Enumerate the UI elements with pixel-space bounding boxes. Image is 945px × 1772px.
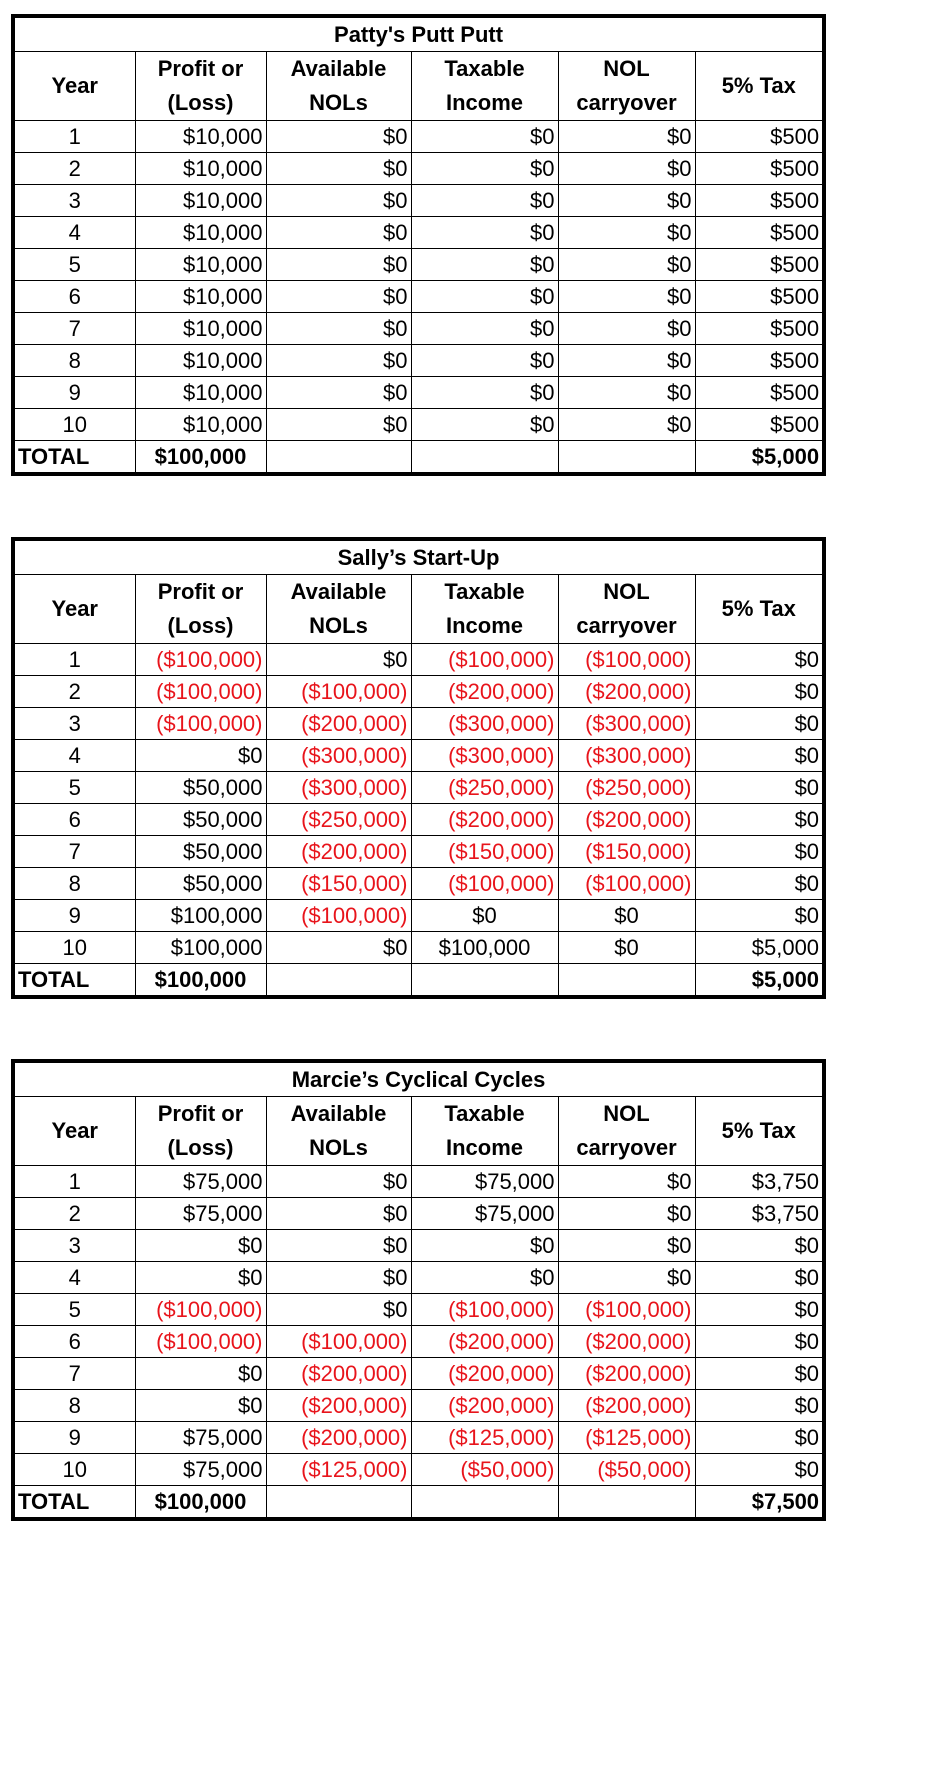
value-cell: $0 bbox=[695, 740, 824, 772]
year-cell: 4 bbox=[13, 1262, 135, 1294]
value-cell: $0 bbox=[411, 153, 558, 185]
table-row bbox=[13, 1422, 824, 1454]
column-header: NOL carryover bbox=[558, 1097, 695, 1166]
value-cell: $0 bbox=[695, 1390, 824, 1422]
value-cell: $0 bbox=[558, 409, 695, 441]
value-cell: $10,000 bbox=[135, 153, 266, 185]
sally-table bbox=[11, 537, 826, 999]
value-cell: $0 bbox=[695, 804, 824, 836]
table-row bbox=[13, 153, 824, 185]
value-cell: $0 bbox=[266, 1166, 411, 1198]
value-cell: ($200,000) bbox=[558, 804, 695, 836]
total-cell bbox=[266, 1486, 411, 1520]
value-cell: ($125,000) bbox=[558, 1422, 695, 1454]
column-header: 5% Tax bbox=[695, 575, 824, 644]
total-cell bbox=[558, 964, 695, 998]
total-label: TOTAL bbox=[13, 964, 135, 998]
value-cell: $0 bbox=[695, 1454, 824, 1486]
value-cell: $100,000 bbox=[135, 900, 266, 932]
column-header: Profit or (Loss) bbox=[135, 52, 266, 121]
header-row bbox=[13, 52, 824, 121]
year-cell: 4 bbox=[13, 217, 135, 249]
value-cell: ($200,000) bbox=[411, 676, 558, 708]
column-header: Year bbox=[13, 1097, 135, 1166]
value-cell: $0 bbox=[695, 836, 824, 868]
value-cell: $75,000 bbox=[135, 1166, 266, 1198]
value-cell: $0 bbox=[135, 1358, 266, 1390]
table-row bbox=[13, 772, 824, 804]
value-cell: ($250,000) bbox=[266, 804, 411, 836]
column-header: Taxable Income bbox=[411, 1097, 558, 1166]
column-header: Taxable Income bbox=[411, 575, 558, 644]
value-cell: $0 bbox=[695, 868, 824, 900]
table-row bbox=[13, 836, 824, 868]
value-cell: ($100,000) bbox=[411, 868, 558, 900]
value-cell: ($300,000) bbox=[266, 740, 411, 772]
year-cell: 7 bbox=[13, 836, 135, 868]
value-cell: $0 bbox=[266, 281, 411, 313]
column-header: NOL carryover bbox=[558, 52, 695, 121]
value-cell: $0 bbox=[135, 1390, 266, 1422]
value-cell: $500 bbox=[695, 217, 824, 249]
value-cell: $0 bbox=[558, 153, 695, 185]
value-cell: ($100,000) bbox=[135, 708, 266, 740]
value-cell: ($125,000) bbox=[411, 1422, 558, 1454]
column-header: Year bbox=[13, 575, 135, 644]
year-cell: 9 bbox=[13, 900, 135, 932]
value-cell: $0 bbox=[266, 249, 411, 281]
value-cell: ($100,000) bbox=[558, 868, 695, 900]
patty-table-body bbox=[13, 16, 824, 474]
year-cell: 1 bbox=[13, 644, 135, 676]
year-cell: 6 bbox=[13, 281, 135, 313]
value-cell: $0 bbox=[695, 1326, 824, 1358]
table-row bbox=[13, 644, 824, 676]
value-cell: ($150,000) bbox=[411, 836, 558, 868]
column-header: Profit or (Loss) bbox=[135, 575, 266, 644]
table-row bbox=[13, 1166, 824, 1198]
table-row bbox=[13, 1230, 824, 1262]
value-cell: $0 bbox=[266, 1230, 411, 1262]
table-row bbox=[13, 1358, 824, 1390]
value-cell: $0 bbox=[411, 409, 558, 441]
value-cell: $10,000 bbox=[135, 345, 266, 377]
table-row bbox=[13, 1262, 824, 1294]
value-cell: $75,000 bbox=[135, 1422, 266, 1454]
sally-table-body bbox=[13, 539, 824, 997]
value-cell: $10,000 bbox=[135, 409, 266, 441]
column-header: 5% Tax bbox=[695, 1097, 824, 1166]
value-cell: $0 bbox=[266, 409, 411, 441]
year-cell: 4 bbox=[13, 740, 135, 772]
value-cell: $500 bbox=[695, 153, 824, 185]
value-cell: $0 bbox=[695, 644, 824, 676]
total-row bbox=[13, 1486, 824, 1520]
table-title-row bbox=[13, 16, 824, 52]
value-cell: $10,000 bbox=[135, 313, 266, 345]
value-cell: ($200,000) bbox=[558, 1358, 695, 1390]
value-cell: $3,750 bbox=[695, 1166, 824, 1198]
value-cell: $0 bbox=[558, 217, 695, 249]
value-cell: $500 bbox=[695, 249, 824, 281]
year-cell: 10 bbox=[13, 409, 135, 441]
year-cell: 5 bbox=[13, 1294, 135, 1326]
value-cell: ($150,000) bbox=[558, 836, 695, 868]
year-cell: 8 bbox=[13, 868, 135, 900]
total-cell bbox=[411, 1486, 558, 1520]
value-cell: $500 bbox=[695, 281, 824, 313]
year-cell: 6 bbox=[13, 804, 135, 836]
value-cell: ($125,000) bbox=[266, 1454, 411, 1486]
column-header: Available NOLs bbox=[266, 575, 411, 644]
value-cell: ($250,000) bbox=[558, 772, 695, 804]
year-cell: 7 bbox=[13, 1358, 135, 1390]
value-cell: $0 bbox=[411, 900, 558, 932]
table-row bbox=[13, 1294, 824, 1326]
total-cell bbox=[411, 441, 558, 475]
value-cell: ($100,000) bbox=[266, 900, 411, 932]
value-cell: $75,000 bbox=[411, 1166, 558, 1198]
column-header: Taxable Income bbox=[411, 52, 558, 121]
value-cell: $0 bbox=[695, 1294, 824, 1326]
value-cell: $0 bbox=[411, 249, 558, 281]
value-cell: ($250,000) bbox=[411, 772, 558, 804]
value-cell: ($200,000) bbox=[411, 804, 558, 836]
column-header: 5% Tax bbox=[695, 52, 824, 121]
table-row bbox=[13, 932, 824, 964]
table-row bbox=[13, 868, 824, 900]
value-cell: $0 bbox=[266, 377, 411, 409]
value-cell: $0 bbox=[411, 377, 558, 409]
table-title: Patty's Putt Putt bbox=[13, 16, 824, 52]
value-cell: ($200,000) bbox=[411, 1326, 558, 1358]
value-cell: ($100,000) bbox=[135, 1326, 266, 1358]
table-title: Sally’s Start-Up bbox=[13, 539, 824, 575]
value-cell: ($100,000) bbox=[558, 1294, 695, 1326]
value-cell: $0 bbox=[266, 1198, 411, 1230]
value-cell: $0 bbox=[266, 1262, 411, 1294]
year-cell: 3 bbox=[13, 708, 135, 740]
value-cell: $10,000 bbox=[135, 377, 266, 409]
year-cell: 1 bbox=[13, 121, 135, 153]
table-row bbox=[13, 740, 824, 772]
value-cell: $500 bbox=[695, 377, 824, 409]
value-cell: ($100,000) bbox=[558, 644, 695, 676]
year-cell: 10 bbox=[13, 932, 135, 964]
total-row bbox=[13, 441, 824, 475]
value-cell: $50,000 bbox=[135, 772, 266, 804]
table-row bbox=[13, 1326, 824, 1358]
value-cell: $0 bbox=[266, 185, 411, 217]
table-row bbox=[13, 249, 824, 281]
value-cell: $0 bbox=[558, 313, 695, 345]
table-title: Marcie’s Cyclical Cycles bbox=[13, 1061, 824, 1097]
value-cell: $0 bbox=[411, 1230, 558, 1262]
value-cell: $0 bbox=[266, 153, 411, 185]
value-cell: $0 bbox=[411, 121, 558, 153]
value-cell: ($300,000) bbox=[266, 772, 411, 804]
header-row bbox=[13, 575, 824, 644]
value-cell: $0 bbox=[695, 772, 824, 804]
value-cell: $0 bbox=[695, 676, 824, 708]
total-cell bbox=[411, 964, 558, 998]
value-cell: $0 bbox=[695, 900, 824, 932]
value-cell: ($100,000) bbox=[135, 644, 266, 676]
value-cell: $0 bbox=[266, 345, 411, 377]
value-cell: $0 bbox=[266, 1294, 411, 1326]
value-cell: $100,000 bbox=[135, 932, 266, 964]
value-cell: $0 bbox=[411, 281, 558, 313]
year-cell: 2 bbox=[13, 153, 135, 185]
value-cell: $10,000 bbox=[135, 185, 266, 217]
value-cell: ($150,000) bbox=[266, 868, 411, 900]
value-cell: $500 bbox=[695, 313, 824, 345]
total-cell bbox=[558, 441, 695, 475]
value-cell: $0 bbox=[411, 185, 558, 217]
value-cell: $500 bbox=[695, 185, 824, 217]
value-cell: $75,000 bbox=[411, 1198, 558, 1230]
total-cell bbox=[266, 964, 411, 998]
table-row bbox=[13, 1198, 824, 1230]
column-header: Year bbox=[13, 52, 135, 121]
total-label: TOTAL bbox=[13, 1486, 135, 1520]
value-cell: $10,000 bbox=[135, 249, 266, 281]
value-cell: ($50,000) bbox=[558, 1454, 695, 1486]
value-cell: ($100,000) bbox=[411, 1294, 558, 1326]
table-row bbox=[13, 900, 824, 932]
total-row bbox=[13, 964, 824, 998]
value-cell: $75,000 bbox=[135, 1198, 266, 1230]
value-cell: $0 bbox=[266, 121, 411, 153]
value-cell: $0 bbox=[558, 1230, 695, 1262]
value-cell: ($300,000) bbox=[411, 740, 558, 772]
value-cell: $10,000 bbox=[135, 217, 266, 249]
value-cell: ($100,000) bbox=[266, 676, 411, 708]
value-cell: ($200,000) bbox=[558, 1326, 695, 1358]
table-row bbox=[13, 345, 824, 377]
value-cell: $0 bbox=[266, 644, 411, 676]
table-row bbox=[13, 281, 824, 313]
value-cell: $0 bbox=[558, 1262, 695, 1294]
header-row bbox=[13, 1097, 824, 1166]
table-row bbox=[13, 676, 824, 708]
year-cell: 6 bbox=[13, 1326, 135, 1358]
table-row bbox=[13, 1454, 824, 1486]
value-cell: $500 bbox=[695, 345, 824, 377]
year-cell: 5 bbox=[13, 249, 135, 281]
value-cell: $0 bbox=[558, 185, 695, 217]
table-title-row bbox=[13, 539, 824, 575]
value-cell: $0 bbox=[558, 249, 695, 281]
total-cell: $100,000 bbox=[135, 1486, 266, 1520]
year-cell: 7 bbox=[13, 313, 135, 345]
value-cell: $100,000 bbox=[411, 932, 558, 964]
value-cell: $10,000 bbox=[135, 281, 266, 313]
value-cell: $0 bbox=[135, 1262, 266, 1294]
value-cell: $0 bbox=[695, 1358, 824, 1390]
value-cell: $0 bbox=[266, 217, 411, 249]
table-row bbox=[13, 708, 824, 740]
total-cell bbox=[266, 441, 411, 475]
year-cell: 8 bbox=[13, 345, 135, 377]
value-cell: ($200,000) bbox=[266, 836, 411, 868]
value-cell: $0 bbox=[558, 345, 695, 377]
value-cell: ($300,000) bbox=[558, 708, 695, 740]
value-cell: ($200,000) bbox=[266, 1390, 411, 1422]
year-cell: 3 bbox=[13, 1230, 135, 1262]
value-cell: ($300,000) bbox=[411, 708, 558, 740]
value-cell: ($200,000) bbox=[558, 676, 695, 708]
value-cell: $75,000 bbox=[135, 1454, 266, 1486]
table-row bbox=[13, 804, 824, 836]
value-cell: $0 bbox=[558, 281, 695, 313]
value-cell: $0 bbox=[695, 1230, 824, 1262]
table-row bbox=[13, 1390, 824, 1422]
value-cell: ($100,000) bbox=[135, 1294, 266, 1326]
value-cell: $0 bbox=[411, 313, 558, 345]
year-cell: 10 bbox=[13, 1454, 135, 1486]
total-cell: $5,000 bbox=[695, 441, 824, 475]
total-cell: $100,000 bbox=[135, 964, 266, 998]
value-cell: $0 bbox=[411, 1262, 558, 1294]
value-cell: ($100,000) bbox=[135, 676, 266, 708]
value-cell: $0 bbox=[558, 1166, 695, 1198]
value-cell: ($200,000) bbox=[558, 1390, 695, 1422]
column-header: Profit or (Loss) bbox=[135, 1097, 266, 1166]
value-cell: ($200,000) bbox=[411, 1358, 558, 1390]
value-cell: $0 bbox=[558, 377, 695, 409]
value-cell: ($50,000) bbox=[411, 1454, 558, 1486]
value-cell: $0 bbox=[558, 900, 695, 932]
value-cell: $0 bbox=[558, 932, 695, 964]
value-cell: $0 bbox=[558, 121, 695, 153]
value-cell: $3,750 bbox=[695, 1198, 824, 1230]
value-cell: $0 bbox=[266, 932, 411, 964]
value-cell: $50,000 bbox=[135, 868, 266, 900]
value-cell: $0 bbox=[695, 1262, 824, 1294]
value-cell: ($100,000) bbox=[266, 1326, 411, 1358]
total-cell: $7,500 bbox=[695, 1486, 824, 1520]
value-cell: $50,000 bbox=[135, 836, 266, 868]
value-cell: ($200,000) bbox=[266, 1358, 411, 1390]
value-cell: $5,000 bbox=[695, 932, 824, 964]
value-cell: $0 bbox=[411, 217, 558, 249]
value-cell: $500 bbox=[695, 409, 824, 441]
year-cell: 3 bbox=[13, 185, 135, 217]
year-cell: 8 bbox=[13, 1390, 135, 1422]
value-cell: $0 bbox=[135, 740, 266, 772]
marcie-table-body bbox=[13, 1061, 824, 1519]
value-cell: $500 bbox=[695, 121, 824, 153]
year-cell: 1 bbox=[13, 1166, 135, 1198]
marcie-table bbox=[11, 1059, 826, 1521]
value-cell: $10,000 bbox=[135, 121, 266, 153]
value-cell: $0 bbox=[135, 1230, 266, 1262]
value-cell: $0 bbox=[266, 313, 411, 345]
value-cell: $0 bbox=[695, 708, 824, 740]
total-label: TOTAL bbox=[13, 441, 135, 475]
table-row bbox=[13, 313, 824, 345]
value-cell: $0 bbox=[411, 345, 558, 377]
table-row bbox=[13, 217, 824, 249]
value-cell: ($200,000) bbox=[411, 1390, 558, 1422]
column-header: Available NOLs bbox=[266, 1097, 411, 1166]
table-title-row bbox=[13, 1061, 824, 1097]
year-cell: 2 bbox=[13, 676, 135, 708]
table-row bbox=[13, 377, 824, 409]
year-cell: 9 bbox=[13, 377, 135, 409]
table-row bbox=[13, 409, 824, 441]
value-cell: $50,000 bbox=[135, 804, 266, 836]
table-row bbox=[13, 121, 824, 153]
value-cell: ($100,000) bbox=[411, 644, 558, 676]
total-cell: $5,000 bbox=[695, 964, 824, 998]
year-cell: 2 bbox=[13, 1198, 135, 1230]
value-cell: ($200,000) bbox=[266, 1422, 411, 1454]
table-row bbox=[13, 185, 824, 217]
column-header: Available NOLs bbox=[266, 52, 411, 121]
patty-table bbox=[11, 14, 826, 476]
year-cell: 9 bbox=[13, 1422, 135, 1454]
column-header: NOL carryover bbox=[558, 575, 695, 644]
value-cell: ($300,000) bbox=[558, 740, 695, 772]
year-cell: 5 bbox=[13, 772, 135, 804]
total-cell: $100,000 bbox=[135, 441, 266, 475]
value-cell: ($200,000) bbox=[266, 708, 411, 740]
value-cell: $0 bbox=[695, 1422, 824, 1454]
total-cell bbox=[558, 1486, 695, 1520]
value-cell: $0 bbox=[558, 1198, 695, 1230]
